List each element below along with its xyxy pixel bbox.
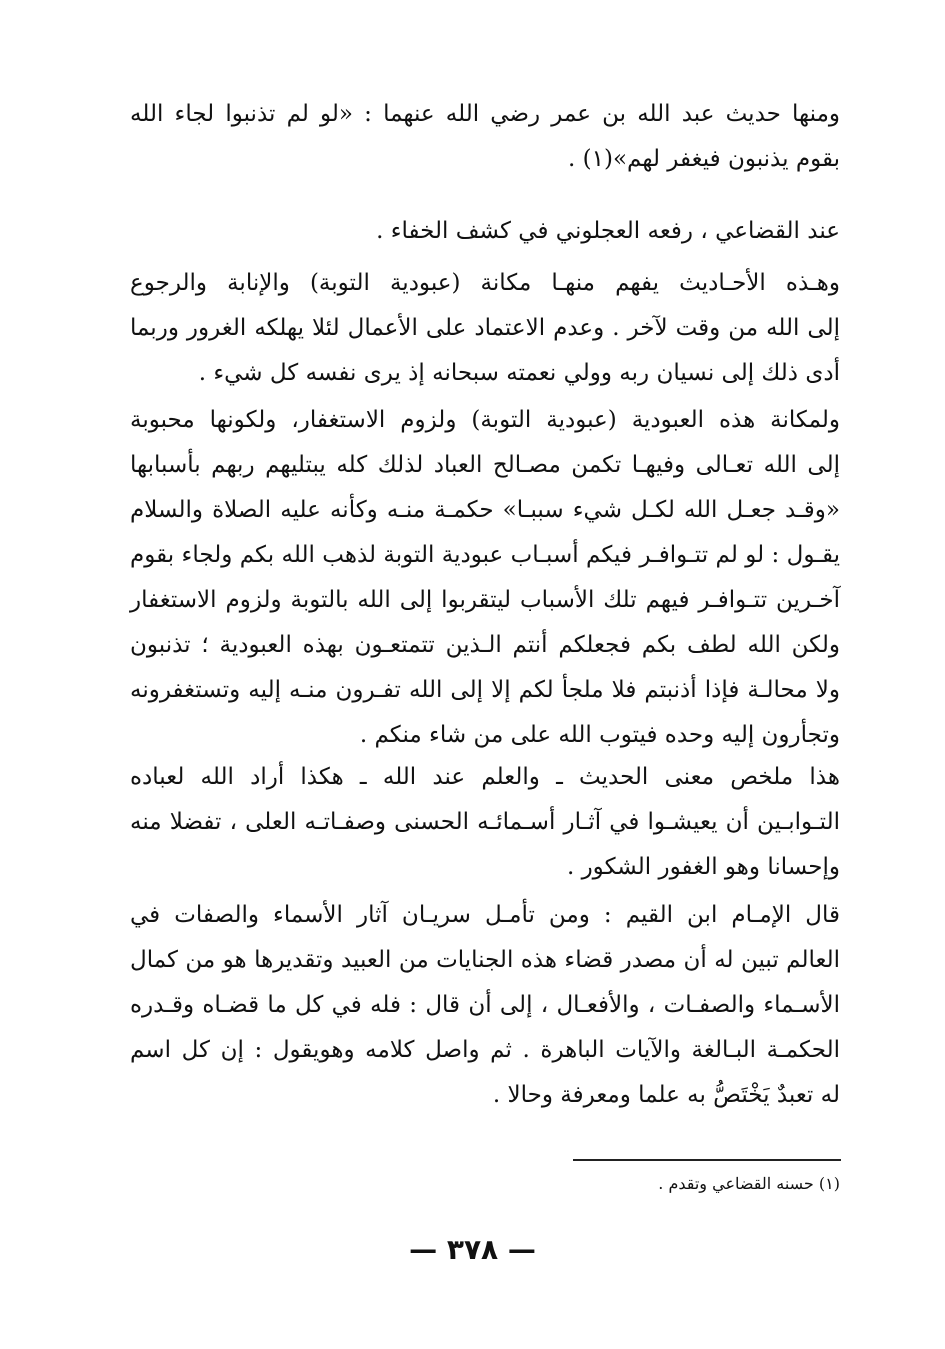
paragraph-3 bbox=[130, 261, 840, 396]
paragraph-hadith-ibn-umar bbox=[130, 92, 840, 182]
text-line: إلى الله من وقت لآخر . وعدم الاعتماد على الأعمال لئلا يهلكه الغرور وربما bbox=[130, 315, 840, 341]
text-line: آخـرين تتـوافـر فيهم تلك الأسباب ليتقربوا إلى الله بالتوبة ولزوم الاستغفار bbox=[130, 587, 840, 613]
text-line: وتجأرون إليه وحده فيتوب الله على من شاء منكم . bbox=[359, 722, 840, 748]
paragraph-ahadith-meaning bbox=[130, 261, 840, 396]
text-line: ومنها حديث عبد الله بن عمر رضي الله عنهما : «لو لم تذنبوا لجاء الله bbox=[130, 101, 840, 127]
text-line: وإحسانا وهو الغفور الشكور . bbox=[566, 854, 840, 880]
paragraph-2 bbox=[130, 209, 840, 254]
text-line: «وقـد جعـل الله لكـل شيء سببـا» حكمـة منـه وكأنه عليه الصلاة والسلام bbox=[130, 497, 840, 523]
text-line: التـوابـين أن يعيشـوا في آثـار أسـمائـه الحسنى وصفـاتـه العلى ، تفضلا منه bbox=[130, 809, 840, 835]
text-line: وهـذه الأحـاديث يفهم منهـا مكانة (عبودية التوبة) والإنابة والرجوع bbox=[130, 270, 840, 296]
paragraph-5 bbox=[130, 755, 840, 890]
text-line: ولكن الله لطف بكم فجعلكم أنتم الـذين تتمتعـون بهذه العبودية ؛ تذنبون bbox=[130, 632, 840, 658]
text-line: الأسـماء والصفـات ، والأفعـال ، إلى أن قال : فله في كل ما قضـاه وقـدره bbox=[130, 992, 840, 1018]
text-line: الحكمـة البـالغة والآيات الباهرة . ثم واصل كلامه وهويقول : إن كل اسم bbox=[130, 1037, 840, 1063]
text-line: إلى الله تعـالى وفيهـا تكمن مصـالح العباد لذلك كله يبتليهم ربهم بأسبابها bbox=[130, 452, 840, 478]
text-line: ولا محالـة فإذا أذنبتم فلا ملجأ لكم إلا إلى الله تفـرون منـه إليه وتستغفرونه bbox=[130, 677, 840, 703]
text-line: يقـول : لو لم تتـوافـر فيكم أسبـاب عبودية التوبة لذهب الله بكم ولجاء بقوم bbox=[130, 542, 840, 568]
paragraph-6 bbox=[130, 893, 840, 1118]
text-line: عند القضاعي ، رفعه العجلوني في كشف الخفاء . bbox=[376, 218, 840, 244]
text-line: قال الإمـام ابن القيم : ومن تأمـل سريـان آثار الأسماء والصفات في bbox=[130, 902, 840, 928]
paragraph-summary bbox=[130, 755, 840, 890]
text-line: ولمكانة هذه العبودية (عبودية التوبة) ولزوم الاستغفار، ولكونها محبوبة bbox=[130, 407, 840, 433]
paragraph-4 bbox=[130, 398, 840, 758]
paragraph-1 bbox=[130, 92, 840, 182]
text-line: العالم تبين له أن مصدر قضاء هذه الجنايات من العبيد وتقديرها هو من كمال bbox=[130, 947, 840, 973]
text-line: بقوم يذنبون فيغفر لهم»(١) . bbox=[568, 146, 840, 172]
paragraph-ibn-qayyim bbox=[130, 893, 840, 1118]
footnote: (١) حسنه القضاعي وتقدم . bbox=[658, 1174, 840, 1193]
paragraph-qudai bbox=[130, 209, 840, 254]
page-number: — ٣٧٨ — bbox=[409, 1233, 536, 1266]
footnote-divider bbox=[573, 1159, 841, 1161]
paragraph-uboodiyya bbox=[130, 398, 840, 758]
text-line: هذا ملخص معنى الحديث ـ والعلم عند الله ـ هكذا أراد الله لعباده bbox=[130, 764, 840, 790]
text-line: أدى ذلك إلى نسيان ربه وولي نعمته سبحانه إذ يرى نفسه كل شيء . bbox=[198, 360, 840, 386]
text-line: له تعبدٌ يَخْتَصُّ به علما ومعرفة وحالا . bbox=[492, 1082, 840, 1108]
